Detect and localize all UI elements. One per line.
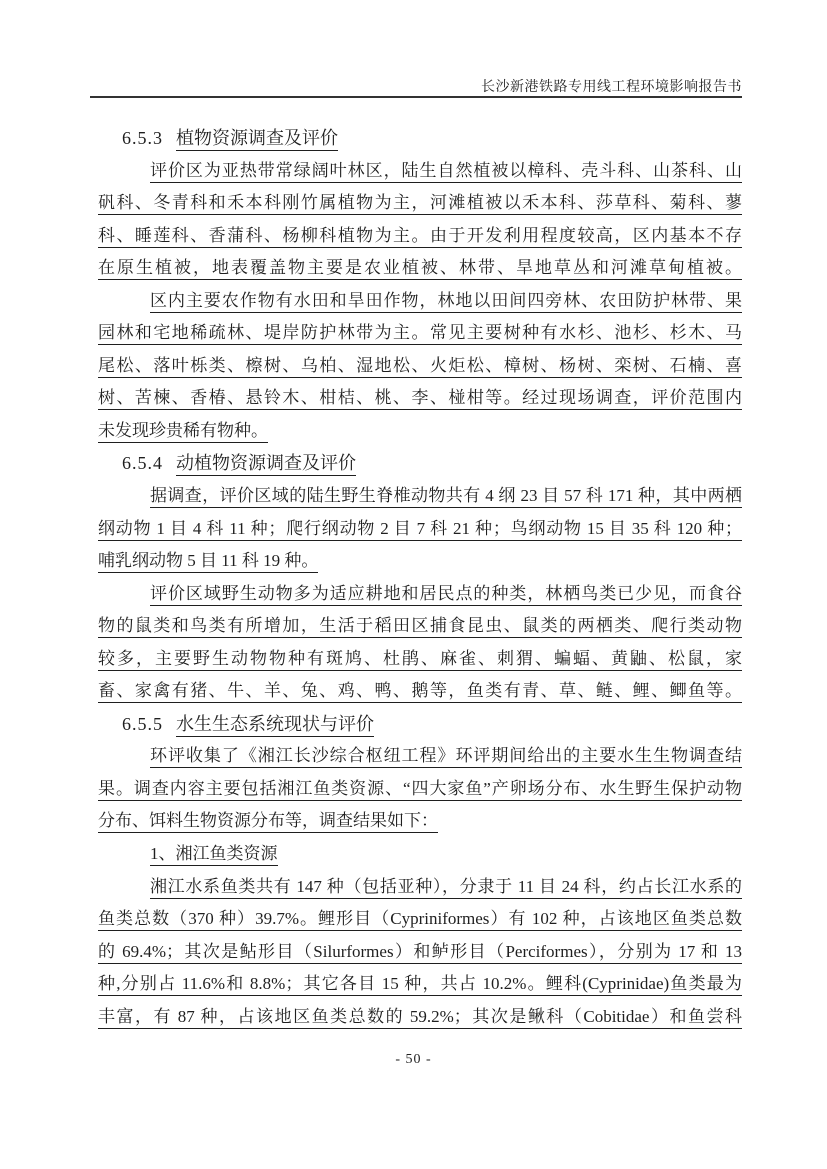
line-text: 评价区域野生动物多为适应耕地和居民点的种类，林栖鸟类已少见，而食谷 — [150, 584, 742, 606]
paragraph-line — [98, 155, 742, 188]
line-text: 树、苦楝、香椿、悬铃木、柑桔、桃、李、椪柑等。经过现场调查，评价范围内 — [98, 388, 742, 410]
subheading-text: 1、湘江鱼类资源 — [150, 844, 278, 866]
section-heading — [98, 447, 742, 480]
paragraph-line — [98, 740, 742, 773]
line-text: 环评收集了《湘江长沙综合枢纽工程》环评期间给出的主要水生生物调查结 — [150, 746, 742, 768]
paragraph-line — [98, 805, 742, 838]
header-rule — [90, 96, 742, 98]
paragraph-line — [98, 545, 742, 578]
paragraph-line — [98, 903, 742, 936]
line-text: 尾松、落叶栎类、檫树、乌柏、湿地松、火炬松、樟树、杨树、栾树、石楠、喜 — [98, 356, 742, 378]
line-text: 矾科、冬青科和禾本科刚竹属植物为主，河滩植被以禾本科、莎草科、菊科、蓼 — [98, 193, 742, 215]
heading-number: 6.5.3 — [122, 128, 163, 148]
line-text: 分布、饵料生物资源分布等，调查结果如下： — [98, 811, 438, 833]
paragraph-line — [98, 936, 742, 969]
header-title: 长沙新港铁路专用线工程环境影响报告书 — [481, 80, 742, 95]
line-text: 评价区为亚热带常绿阔叶林区，陆生自然植被以樟科、壳斗科、山茶科、山 — [150, 161, 742, 183]
paragraph-line — [98, 252, 742, 285]
line-text: 的 69.4%；其次是鲇形目（Silurformes）和鲈形目（Perciformes），分别为 17 和 13 — [98, 942, 742, 964]
paragraph-line — [98, 578, 742, 611]
doc-body — [98, 122, 742, 1033]
line-text: 区内主要农作物有水田和旱田作物，林地以田间四旁林、农田防护林带、果 — [150, 291, 742, 313]
paragraph-line — [98, 871, 742, 904]
line-text: 物的鼠类和鸟类有所增加，生活于稻田区捕食昆虫、鼠类的两栖类、爬行类动物 — [98, 616, 742, 638]
heading-title: 植物资源调查及评价 — [176, 128, 338, 151]
paragraph-line — [98, 513, 742, 546]
section-heading — [98, 122, 742, 155]
paragraph-line — [98, 480, 742, 513]
line-text: 湘江水系鱼类共有 147 种（包括亚种），分隶于 11 目 24 科，约占长江水系的 — [150, 877, 742, 899]
line-text: 未发现珍贵稀有物种。 — [98, 421, 268, 443]
line-text: 较多，主要野生动物物种有斑鸠、杜鹃、麻雀、刺猬、蝙蝠、黄鼬、松鼠，家 — [98, 649, 742, 671]
heading-number: 6.5.5 — [122, 713, 163, 734]
heading-number: 6.5.4 — [122, 453, 163, 474]
line-text: 哺乳纲动物 5 目 11 科 19 种。 — [98, 551, 318, 573]
heading-title: 水生生态系统现状与评价 — [176, 714, 374, 737]
section-heading — [98, 708, 742, 741]
paragraph-line — [98, 317, 742, 350]
paragraph-line — [98, 968, 742, 1001]
paragraph-line — [98, 643, 742, 676]
paragraph-line — [98, 1001, 742, 1034]
paragraph-line — [98, 382, 742, 415]
line-text: 科、睡莲科、香蒲科、杨柳科植物为主。由于开发利用程度较高，区内基本不存 — [98, 226, 742, 248]
line-text: 畜、家禽有猪、牛、羊、兔、鸡、鸭、鹅等，鱼类有青、草、鲢、鲤、鲫鱼等。 — [98, 681, 742, 703]
line-text: 鱼类总数（370 种）39.7%。鲤形目（Cypriniformes）有 102 种，占该地区鱼类总数 — [98, 909, 742, 931]
line-text: 纲动物 1 目 4 科 11 种；爬行纲动物 2 目 7 科 21 种；鸟纲动物 15 目 35 科 120 种； — [98, 519, 742, 541]
paragraph-line — [98, 415, 742, 448]
line-text: 果。调查内容主要包括湘江鱼类资源、“四大家鱼”产卵场分布、水生野生保护动物 — [98, 779, 742, 801]
line-text: 种,分别占 11.6%和 8.8%；其它各目 15 种，共占 10.2%。鲤科(Cyprinidae)鱼类最为 — [98, 974, 742, 996]
paragraph-line — [98, 773, 742, 806]
page-number: - 50 - — [395, 1052, 432, 1067]
subheading-line — [98, 838, 742, 871]
line-text: 丰富，有 87 种，占该地区鱼类总数的 59.2%；其次是鳅科（Cobitidae）和鱼尝科 — [98, 1007, 742, 1029]
line-text: 园林和宅地稀疏林、堤岸防护林带为主。常见主要树种有水杉、池杉、杉木、马 — [98, 323, 742, 345]
line-text: 在原生植被，地表覆盖物主要是农业植被、林带、旱地草丛和河滩草甸植被。 — [98, 258, 742, 280]
page-footer — [0, 1052, 827, 1068]
heading-title: 动植物资源调查及评价 — [176, 453, 356, 476]
paragraph-line — [98, 285, 742, 318]
paragraph-line — [98, 675, 742, 708]
paragraph-line — [98, 220, 742, 253]
paragraph-line — [98, 187, 742, 220]
paragraph-line — [98, 350, 742, 383]
paragraph-line — [98, 610, 742, 643]
line-text: 据调查，评价区域的陆生野生脊椎动物共有 4 纲 23 目 57 科 171 种，其中两栖 — [150, 486, 742, 508]
